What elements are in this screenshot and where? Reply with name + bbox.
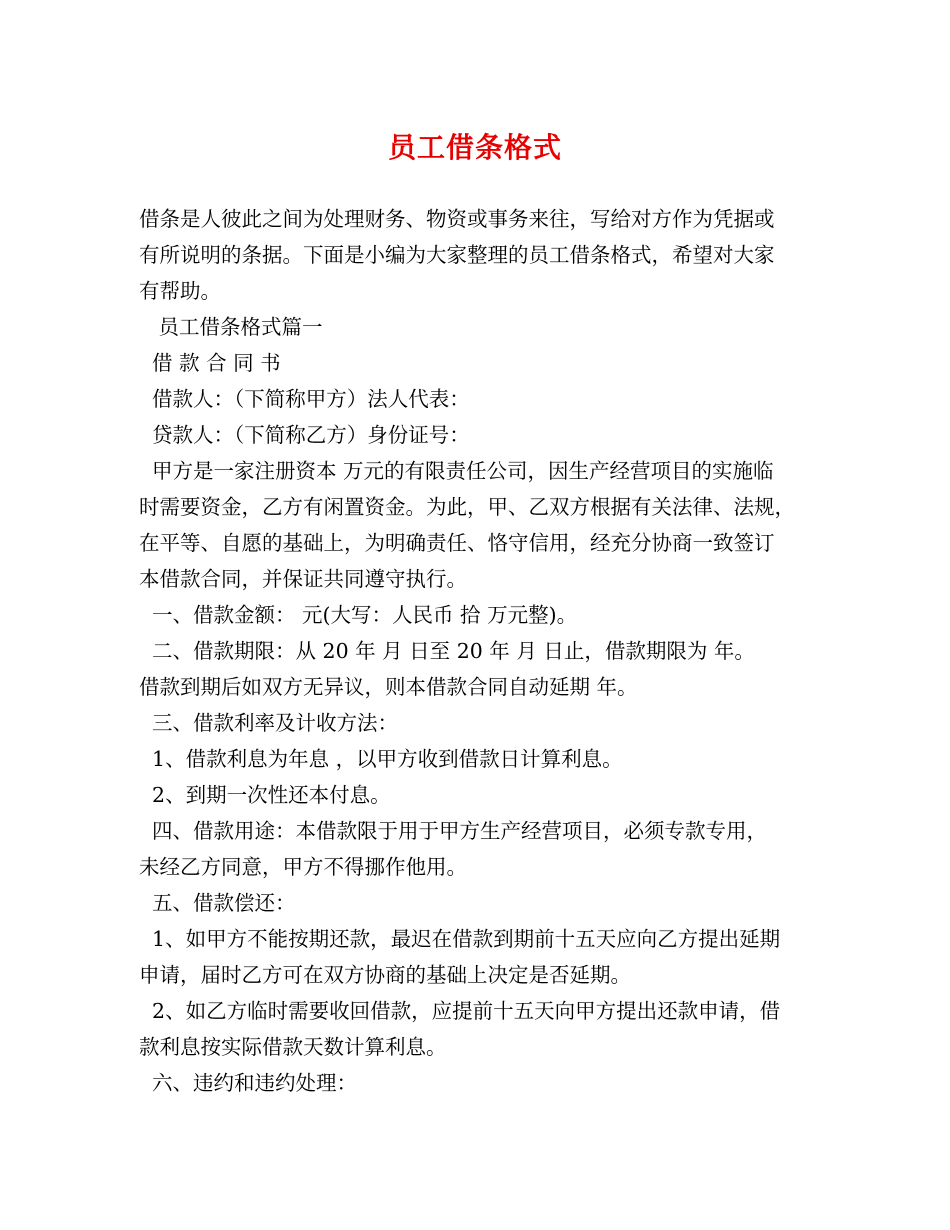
- body-line: 本借款合同，并保证共同遵守执行。: [139, 567, 467, 591]
- body-line: 借条是人彼此之间为处理财务、物资或事务来往，写给对方作为凭据或: [139, 207, 775, 231]
- body-line: 有帮助。: [139, 279, 221, 303]
- body-line: 未经乙方同意，甲方不得挪作他用。: [139, 855, 467, 879]
- clause-line: 一、借款金额： 元(大写：人民币 拾 万元整)。: [139, 603, 578, 627]
- clause-item: 2、到期一次性还本付息。: [139, 783, 391, 807]
- clause-item: 1、借款利息为年息 ，以甲方收到借款日计算利息。: [139, 747, 623, 771]
- clause-line: 二、借款期限：从 20 年 月 日至 20 年 月 日止，借款期限为 年。: [139, 639, 755, 663]
- clause-line: 四、借款用途：本借款限于用于甲方生产经营项目，必须专款专用，: [139, 819, 768, 843]
- document-title: 员工借条格式: [387, 131, 562, 164]
- clause-line: 三、借款利率及计收方法：: [139, 711, 399, 735]
- section-heading: 员工借条格式篇一: [139, 315, 323, 339]
- body-line: 在平等、自愿的基础上，为明确责任、恪守信用，经充分协商一致签订: [139, 531, 775, 555]
- body-line: 甲方是一家注册资本 万元的有限责任公司，因生产经营项目的实施临: [139, 459, 774, 483]
- body-line: 有所说明的条据。下面是小编为大家整理的员工借条格式，希望对大家: [139, 243, 775, 267]
- borrower-line: 借款人：（下简称甲方）法人代表：: [139, 387, 470, 411]
- clause-line: 六、违约和违约处理：: [139, 1071, 358, 1095]
- body-line: 款利息按实际借款天数计算利息。: [139, 1035, 447, 1059]
- clause-item: 1、如甲方不能按期还款，最迟在借款到期前十五天应向乙方提出延期: [139, 927, 781, 951]
- body-line: 借款到期后如双方无异议，则本借款合同自动延期 年。: [139, 675, 638, 699]
- body-line: 申请，届时乙方可在双方协商的基础上决定是否延期。: [139, 963, 631, 987]
- clause-line: 五、借款偿还：: [139, 891, 296, 915]
- clause-item: 2、如乙方临时需要收回借款，应提前十五天向甲方提出还款申请，借: [139, 999, 781, 1023]
- contract-title: 借 款 合 同 书: [139, 351, 281, 375]
- body-line: 时需要资金，乙方有闲置资金。为此，甲、乙双方根据有关法律、法规，: [139, 495, 795, 519]
- lender-line: 贷款人：（下简称乙方）身份证号：: [139, 423, 470, 447]
